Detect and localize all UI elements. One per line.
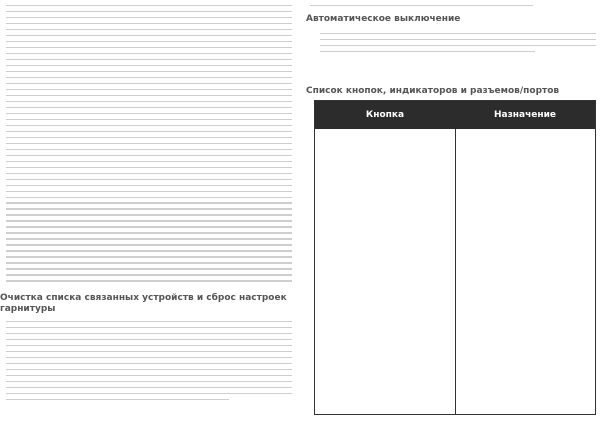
section-heading-auto-off: Автоматическое выключение: [306, 14, 461, 24]
paragraph-lines: [6, 5, 292, 282]
paragraph-lines: [6, 321, 292, 400]
right-paragraph-block-1: [310, 2, 596, 11]
right-heading-block: [306, 14, 598, 25]
table-caption: Список кнопок, индикаторов и разъемов/портов: [306, 86, 560, 96]
right-paragraph-block-2: [320, 30, 596, 57]
section-heading-clear-pairing: Очистка списка связанных устройств и сброс настроек гарнитуры: [0, 293, 287, 314]
table-header-purpose: Назначение: [493, 110, 557, 120]
paragraph-lines: [310, 5, 596, 6]
right-column: [304, 0, 602, 421]
table-header-row: [315, 101, 595, 129]
paragraph-lines: [320, 33, 596, 52]
table-column-divider: [455, 129, 456, 414]
buttons-table: [314, 100, 596, 415]
table-body: [315, 129, 595, 414]
table-header-button: Кнопка: [365, 110, 405, 120]
left-column: [0, 0, 296, 421]
left-paragraph-block-1: [6, 2, 292, 286]
left-heading-block: [0, 293, 290, 315]
table-caption-block: [306, 86, 598, 97]
left-paragraph-block-2: [6, 318, 292, 405]
